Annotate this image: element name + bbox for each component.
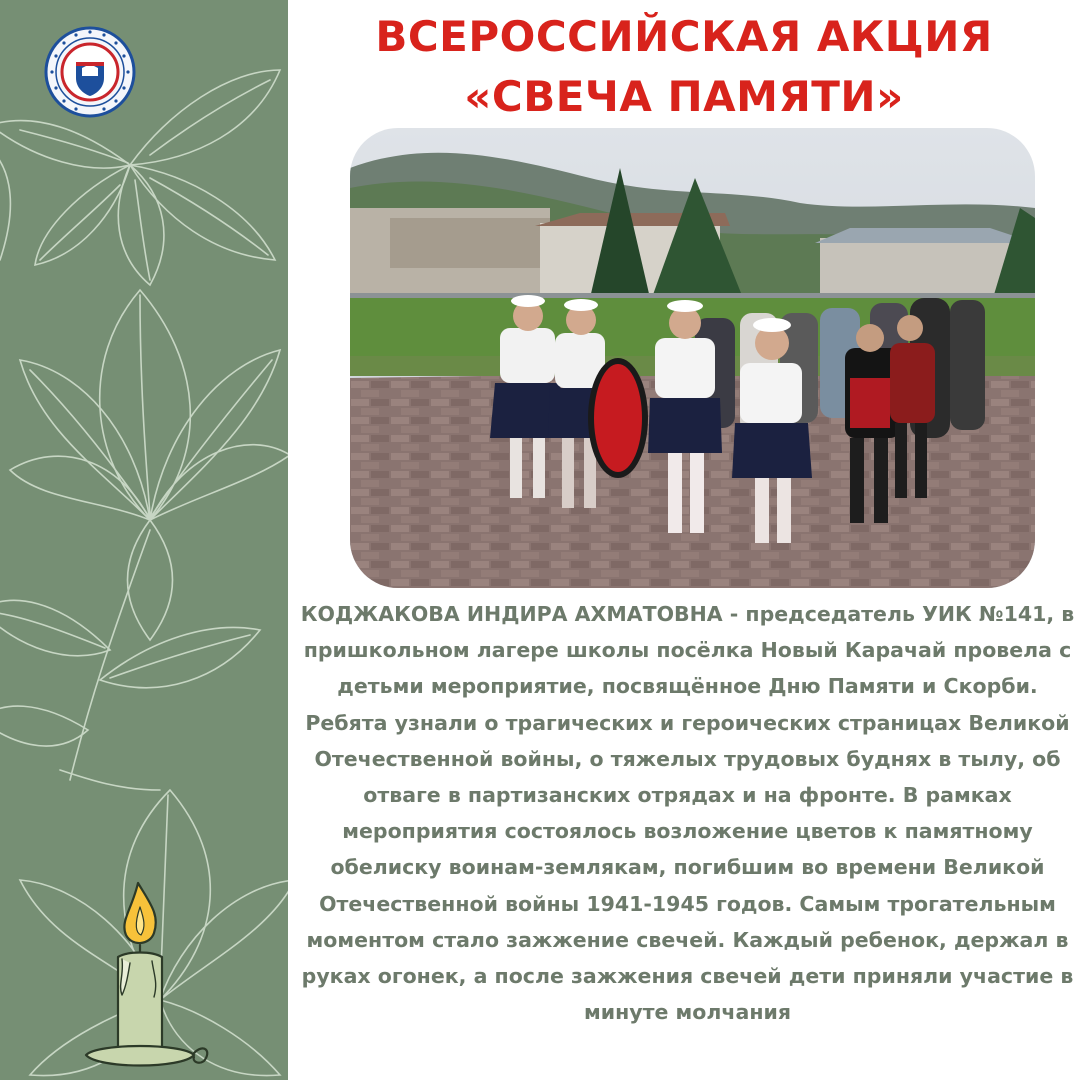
title-line-2: «СВЕЧА ПАМЯТИ»	[464, 72, 904, 121]
event-photo	[350, 128, 1035, 588]
event-photo-illustration	[350, 128, 1035, 588]
memory-candle-icon	[78, 875, 213, 1075]
election-commission-emblem-icon	[44, 26, 136, 118]
title-line-1: ВСЕРОССИЙСКАЯ АКЦИЯ	[375, 12, 993, 61]
event-description: КОДЖАКОВА ИНДИРА АХМАТОВНА - председатель УИК №141, в пришкольном лагере школы посёлка Новый Карачай провела с детьми мероприятие, посвящённое Дню Памяти и Скорби. Ребята узнали о трагических и героических страницах Великой Отечественной войны, о тяжелых трудовых буднях в тылу, об отваге в партизанских отрядах и на фронте. В рамках мероприятия состоялось возложение цветов к памятному обелиску воинам-землякам, погибшим во времени Великой Отечественной войны 1941-1945 годов. Самым трогательным моментом стало зажжение свечей. Каждый ребенок, держал в руках огонек, а после зажжения свечей дети приняли участие в минуте молчания	[300, 602, 1075, 1025]
decorative-sidebar	[0, 0, 288, 1080]
